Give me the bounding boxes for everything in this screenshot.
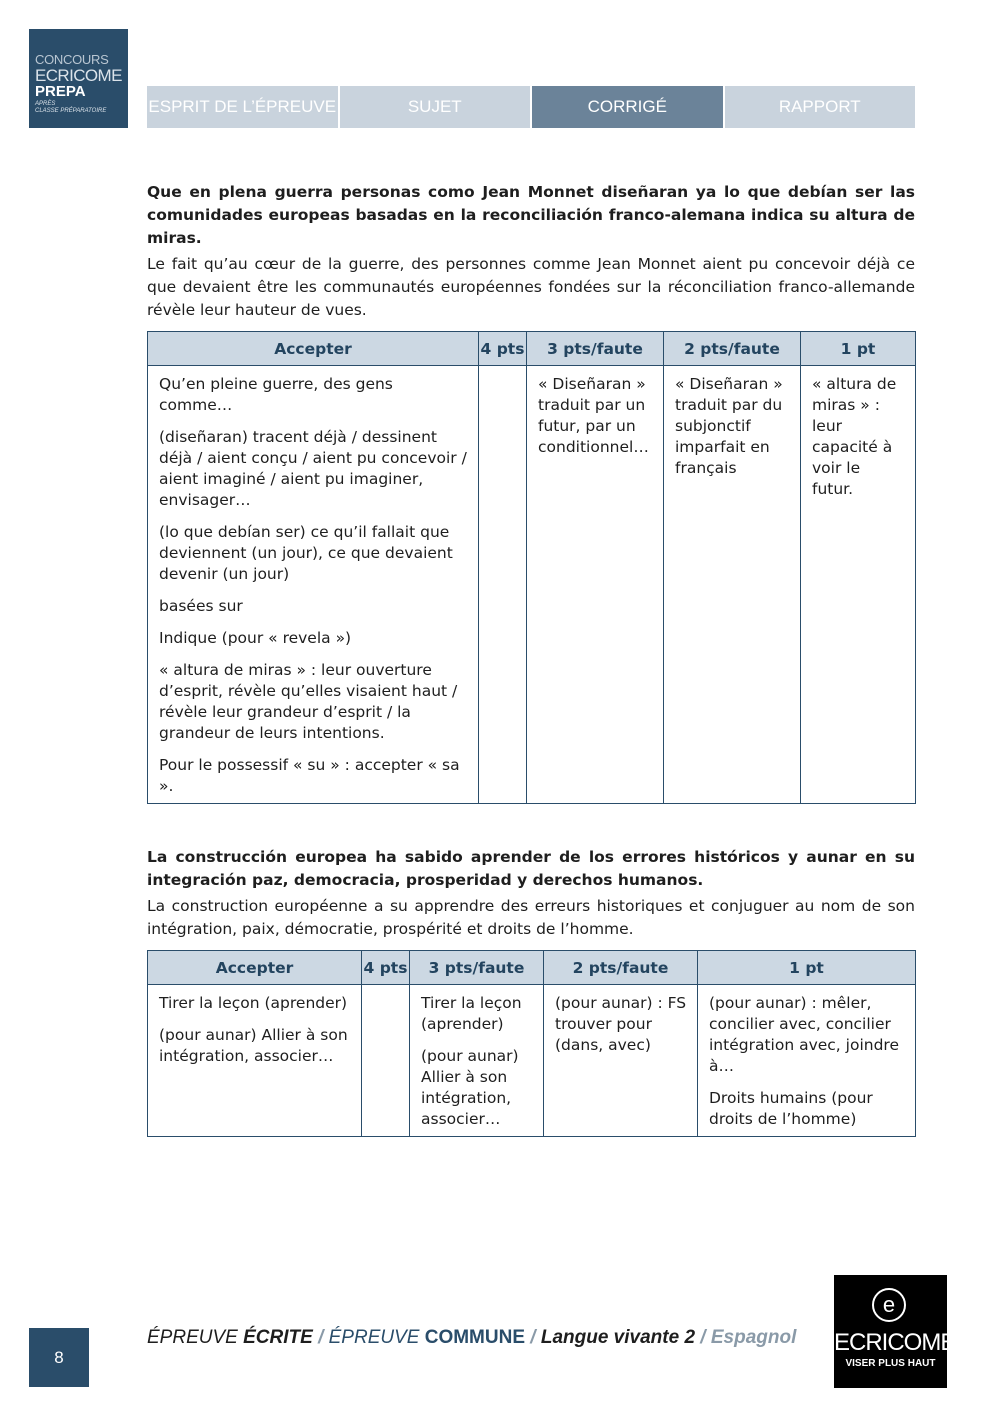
- footer-langue: Langue vivante 2: [540, 1327, 696, 1348]
- grading-table-2: [147, 950, 916, 1137]
- main-content: [147, 181, 915, 1137]
- tab-sujet[interactable]: SUJET: [340, 86, 531, 128]
- col-accepter: Accepter: [148, 332, 479, 366]
- svg-text:e: e: [882, 1292, 896, 1317]
- brand-name: ECRICOME: [834, 1329, 956, 1356]
- spanish-sentence-1: Que en plena guerra personas como Jean Monnet diseñaran ya lo que debían ser las comunidades europeas basadas en la reconciliación franco-alemana indica su altura de miras.: [147, 183, 915, 247]
- cell-accepter: [148, 985, 362, 1137]
- footer-epreuve-2: ÉPREUVE: [328, 1327, 420, 1348]
- table-row: [148, 985, 916, 1137]
- footer-epreuve: ÉPREUVE: [147, 1327, 238, 1348]
- col-3pts: 3 pts/faute: [527, 332, 664, 366]
- list-item: Pour le possessif « su » : accepter « sa ».: [159, 756, 460, 795]
- list-item: (diseñaran) tracent déjà / dessinent déjà / aient conçu / aient pu concevoir / aient imaginé / aient pu imaginer, envisager…: [159, 428, 467, 509]
- logo-line-classe: CLASSE PRÉPARATOIRE: [35, 108, 107, 114]
- list-item: (pour aunar) Allier à son intégration, associer…: [421, 1047, 519, 1128]
- cell-2pts: « Diseñaran » traduit par du subjonctif imparfait en français: [664, 366, 801, 804]
- ecricome-logo: [834, 1275, 956, 1388]
- logo-line-apres: APRÈS: [35, 101, 56, 107]
- spanish-sentence-2: La construcción europea ha sabido aprender de los errores históricos y aunar en su integración paz, democracia, prosperidad y derechos humanos.: [147, 848, 915, 889]
- footer-separator: /: [318, 1327, 324, 1348]
- table-header-row: [148, 332, 916, 366]
- page-number: 8: [29, 1328, 89, 1387]
- footer-espagnol: Espagnol: [710, 1327, 797, 1348]
- ecricome-e-icon: [871, 1287, 907, 1323]
- col-1pt: 1 pt: [698, 951, 916, 985]
- list-item: Droits humains (pour droits de l’homme): [709, 1089, 873, 1128]
- french-translation-1: Le fait qu’au cœur de la guerre, des personnes comme Jean Monnet aient pu concevoir déjà ce que devaient être les communautés européennes fondées sur la réconciliation franco-allemande révèle leur hauteur de vues.: [147, 255, 915, 319]
- list-item: Qu’en pleine guerre, des gens comme…: [159, 375, 393, 414]
- footer-separator: /: [530, 1327, 536, 1348]
- footer-title: [147, 1327, 796, 1349]
- col-4pts: 4 pts: [479, 332, 527, 366]
- concours-logo: [29, 29, 128, 128]
- tab-rapport[interactable]: RAPPORT: [725, 86, 916, 128]
- logo-line-prepa: PREPA: [35, 83, 86, 100]
- table-header-row: [148, 951, 916, 985]
- section-tabs: [147, 86, 915, 128]
- col-3pts: 3 pts/faute: [410, 951, 544, 985]
- cell-3pts: [410, 985, 544, 1137]
- logo-line-ecricome: ECRICOME: [35, 66, 122, 85]
- grading-table-1: [147, 331, 916, 804]
- col-accepter: Accepter: [148, 951, 362, 985]
- tab-corrige[interactable]: CORRIGÉ: [532, 86, 723, 128]
- table-row: [148, 366, 916, 804]
- list-item: Tirer la leçon (aprender): [421, 994, 522, 1033]
- brand-tagline: VISER PLUS HAUT: [845, 1358, 936, 1369]
- list-item: (pour aunar) Allier à son intégration, associer…: [159, 1026, 348, 1065]
- cell-4pts: [362, 985, 410, 1137]
- col-2pts: 2 pts/faute: [664, 332, 801, 366]
- cell-3pts: « Diseñaran » traduit par un futur, par un conditionnel…: [527, 366, 664, 804]
- col-1pt: 1 pt: [801, 332, 916, 366]
- cell-accepter: [148, 366, 479, 804]
- cell-2pts: [544, 985, 698, 1137]
- footer-separator: /: [700, 1327, 706, 1348]
- list-item: Indique (pour « revela »): [159, 629, 352, 647]
- col-4pts: 4 pts: [362, 951, 410, 985]
- footer-commune: COMMUNE: [424, 1327, 525, 1348]
- cell-1pt: [698, 985, 916, 1137]
- list-item: Tirer la leçon (aprender): [159, 994, 348, 1012]
- tab-esprit[interactable]: ESPRIT DE L’ÉPREUVE: [147, 86, 338, 128]
- list-item: (pour aunar) : FS trouver pour (dans, avec): [555, 994, 687, 1054]
- list-item: « altura de miras » : leur ouverture d’esprit, révèle qu’elles visaient haut / révèle leur grandeur d’esprit / la grandeur de leurs intentions.: [159, 661, 458, 742]
- list-item: basées sur: [159, 597, 243, 615]
- cell-4pts: [479, 366, 527, 804]
- french-translation-2: La construction européenne a su apprendre des erreurs historiques et conjuguer au nom de son intégration, paix, démocratie, prospérité et droits de l’homme.: [147, 897, 915, 938]
- list-item: (lo que debían ser) ce qu’il fallait que deviennent (un jour), ce que devaient devenir (un jour): [159, 523, 453, 583]
- list-item: (pour aunar) : mêler, concilier avec, concilier intégration avec, joindre à…: [709, 994, 899, 1075]
- logo-line-concours: CONCOURS: [35, 52, 109, 67]
- cell-1pt: « altura de miras » : leur capacité à voir le futur.: [801, 366, 916, 804]
- col-2pts: 2 pts/faute: [544, 951, 698, 985]
- footer-ecrite: ÉCRITE: [243, 1327, 313, 1348]
